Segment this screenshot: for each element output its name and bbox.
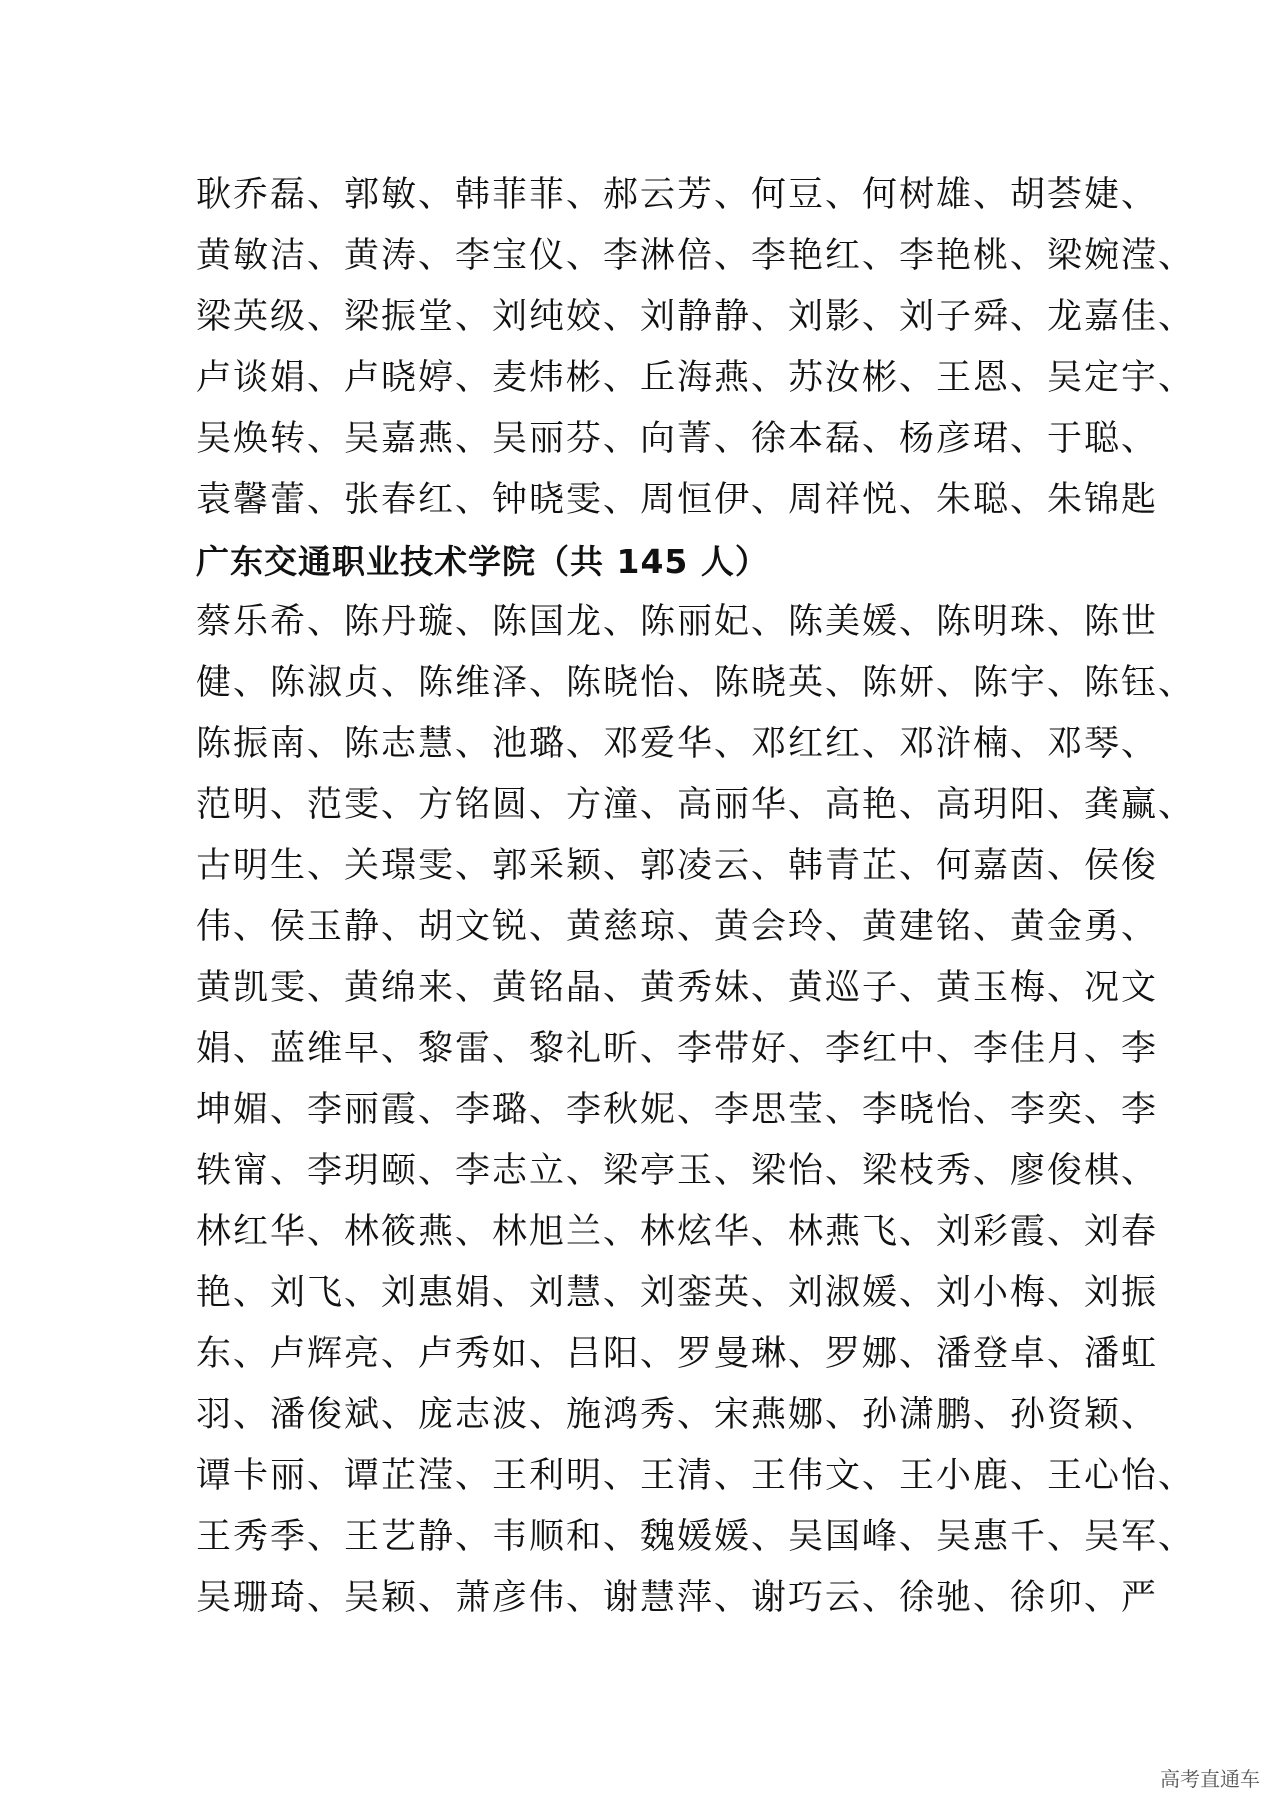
document-body: [196, 165, 1196, 1629]
name-line: 东、卢辉亮、卢秀如、吕阳、罗曼琳、罗娜、潘登卓、潘虹: [196, 1334, 1159, 1374]
name-line: 陈振南、陈志慧、池璐、邓爱华、邓红红、邓浒楠、邓琴、: [196, 724, 1159, 764]
name-line: 袁馨蕾、张春红、钟晓雯、周恒伊、周祥悦、朱聪、朱锦匙: [196, 480, 1159, 520]
name-line: 艳、刘飞、刘惠娟、刘慧、刘銮英、刘淑媛、刘小梅、刘振: [196, 1273, 1159, 1313]
name-line: 林红华、林筱燕、林旭兰、林炫华、林燕飞、刘彩霞、刘春: [196, 1212, 1159, 1252]
section-heading-guangdong-communication-polytechnic: 广东交通职业技术学院（共 145 人）: [196, 542, 769, 581]
name-line: 黄敏洁、黄涛、李宝仪、李淋倍、李艳红、李艳桃、梁婉滢、: [196, 236, 1196, 276]
name-line: 坤媚、李丽霞、李璐、李秋妮、李思莹、李晓怡、李奕、李: [196, 1090, 1159, 1130]
name-line: 卢谈娟、卢晓婷、麦炜彬、丘海燕、苏汝彬、王恩、吴定宇、: [196, 358, 1196, 398]
name-line: 娟、蓝维早、黎雷、黎礼昕、李带好、李红中、李佳月、李: [196, 1029, 1159, 1069]
name-line: 吴珊琦、吴颖、萧彦伟、谢慧萍、谢巧云、徐驰、徐卯、严: [196, 1578, 1159, 1618]
name-line: 谭卡丽、谭芷滢、王利明、王清、王伟文、王小鹿、王心怡、: [196, 1456, 1196, 1496]
watermark: 高考直通车: [1160, 1767, 1260, 1791]
name-line: 黄凯雯、黄绵来、黄铭晶、黄秀妹、黄巡子、黄玉梅、况文: [196, 968, 1159, 1008]
name-line: 伟、侯玉静、胡文锐、黄慈琼、黄会玲、黄建铭、黄金勇、: [196, 907, 1159, 947]
name-line: 范明、范雯、方铭圆、方潼、高丽华、高艳、高玥阳、龚赢、: [196, 785, 1196, 825]
name-line: 古明生、关璟雯、郭采颖、郭凌云、韩青芷、何嘉茵、侯俊: [196, 846, 1159, 886]
name-line: 健、陈淑贞、陈维泽、陈晓怡、陈晓英、陈妍、陈宇、陈钰、: [196, 663, 1196, 703]
section-previous-college-names: [196, 165, 1196, 531]
section-guangdong-communication-polytechnic-names: [196, 592, 1196, 1629]
name-line: 轶甯、李玥颐、李志立、梁亭玉、梁怡、梁枝秀、廖俊棋、: [196, 1151, 1159, 1191]
name-line: 耿乔磊、郭敏、韩菲菲、郝云芳、何豆、何树雄、胡荟婕、: [196, 175, 1159, 215]
name-line: 羽、潘俊斌、庞志波、施鸿秀、宋燕娜、孙潇鹏、孙资颖、: [196, 1395, 1159, 1435]
name-line: 梁英级、梁振堂、刘纯姣、刘静静、刘影、刘子舜、龙嘉佳、: [196, 297, 1196, 337]
name-line: 吴焕转、吴嘉燕、吴丽芬、向菁、徐本磊、杨彦珺、于聪、: [196, 419, 1159, 459]
name-line: 蔡乐希、陈丹璇、陈国龙、陈丽妃、陈美媛、陈明珠、陈世: [196, 602, 1159, 642]
name-line: 王秀季、王艺静、韦顺和、魏媛媛、吴国峰、吴惠千、吴军、: [196, 1517, 1196, 1557]
